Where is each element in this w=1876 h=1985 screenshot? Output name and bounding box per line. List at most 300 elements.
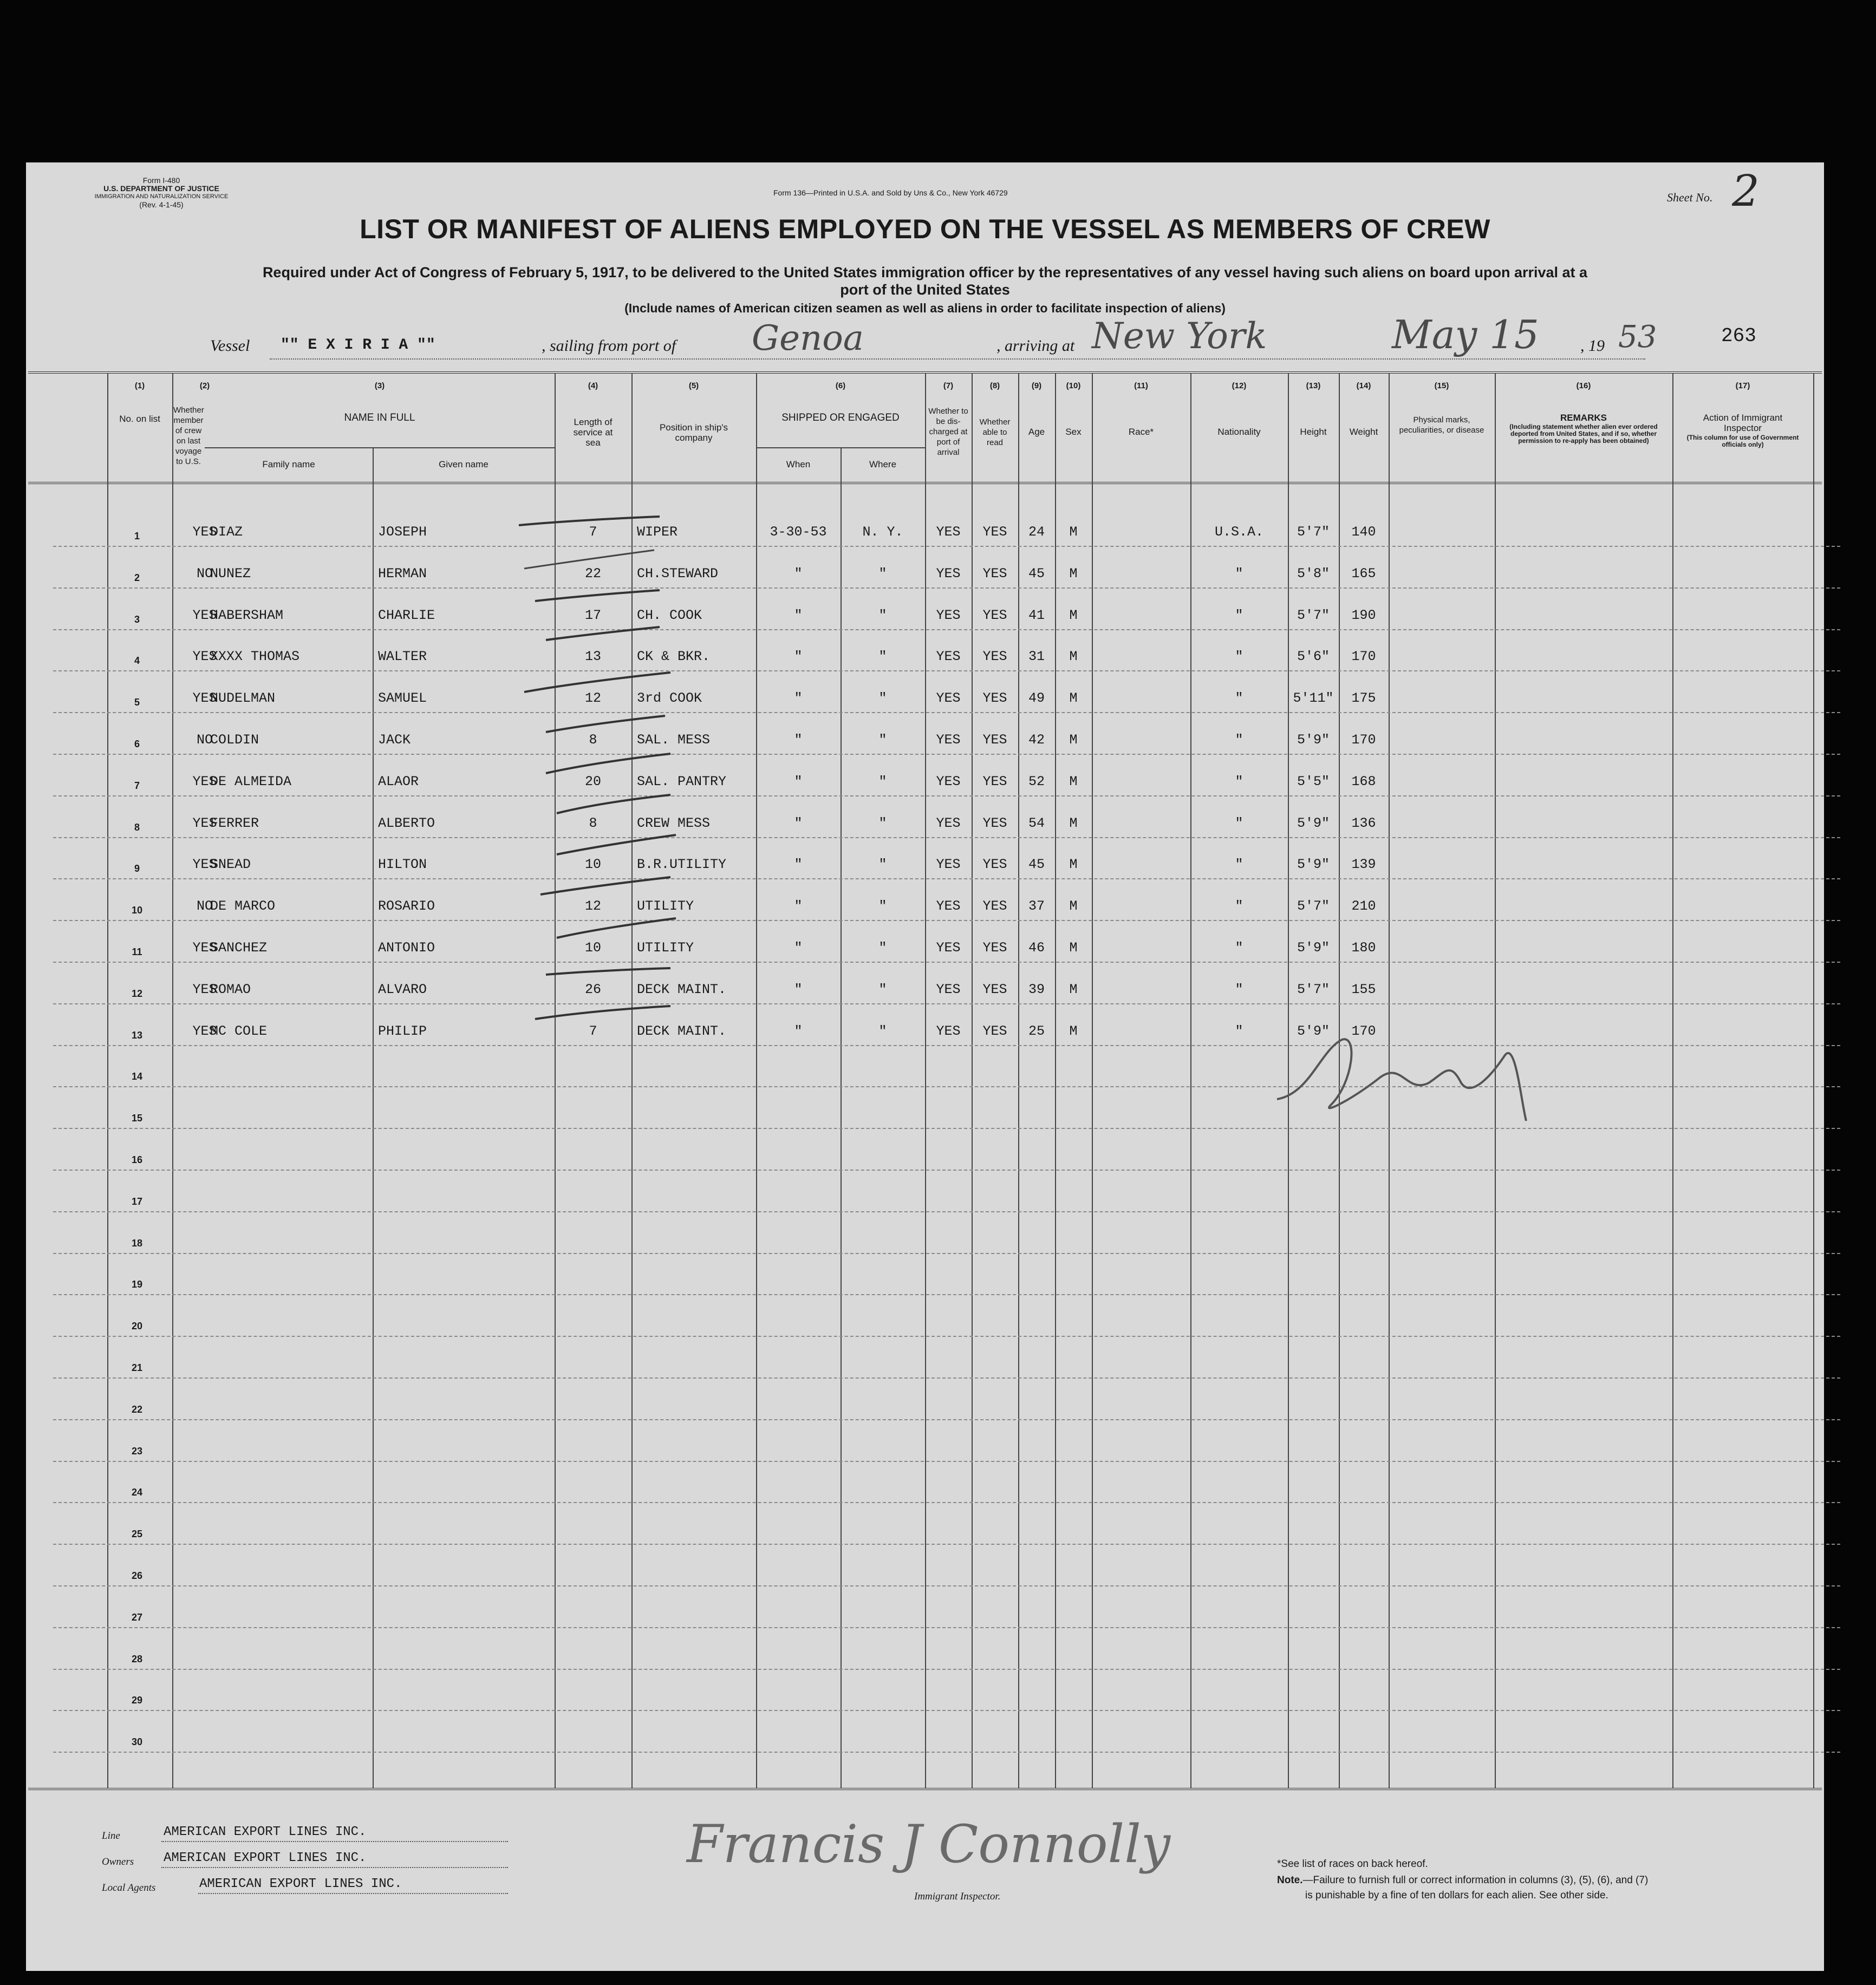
row-number: 15 bbox=[131, 1113, 143, 1124]
col-divider bbox=[172, 374, 173, 1788]
note-label: Note. bbox=[1277, 1875, 1303, 1886]
subtitle-line1: Required under Act of Congress of February 5, 1917, to be delivered to the United States immigration officer by the representatives of any vessel having such aliens on board upon arrival at a bbox=[262, 264, 1588, 280]
cell-sex: M bbox=[1069, 898, 1078, 914]
cell-where: " bbox=[878, 774, 887, 789]
col-divider bbox=[925, 374, 926, 1788]
row-rule bbox=[53, 670, 1840, 671]
col-head-age: Age bbox=[1028, 427, 1045, 437]
cell-when: " bbox=[794, 774, 803, 789]
row-rule bbox=[53, 1544, 1840, 1545]
cell-given: ALBERTO bbox=[378, 815, 435, 831]
cell-family: SANCHEZ bbox=[210, 940, 268, 956]
cell-discharged: YES bbox=[936, 940, 961, 956]
cell-service: 22 bbox=[584, 566, 601, 582]
cell-read: YES bbox=[982, 608, 1007, 623]
row-rule bbox=[53, 1627, 1840, 1628]
cell-weight: 170 bbox=[1351, 1023, 1376, 1039]
cell-sex: M bbox=[1069, 857, 1078, 872]
cell-crew: YES bbox=[192, 982, 217, 997]
cell-when: " bbox=[794, 898, 803, 914]
manifest-sheet bbox=[26, 162, 1824, 1971]
cell-family: DE MARCO bbox=[210, 898, 276, 914]
col-num-10: (10) bbox=[1066, 381, 1081, 390]
row-rule bbox=[53, 1461, 1840, 1462]
row-number: 17 bbox=[131, 1196, 143, 1207]
col-head-remarks-note: (Including statement whether alien ever ordered deported from United States, and if so, whether permission to re-apply has been obtained) bbox=[1509, 423, 1658, 445]
cell-read: YES bbox=[982, 690, 1007, 706]
cell-age: 45 bbox=[1028, 566, 1045, 582]
cell-nationality: " bbox=[1235, 815, 1243, 831]
cell-weight: 170 bbox=[1351, 649, 1376, 664]
cell-crew: YES bbox=[192, 690, 217, 706]
cell-sex: M bbox=[1069, 732, 1078, 748]
revision: (Rev. 4-1-45) bbox=[139, 200, 184, 209]
cell-read: YES bbox=[982, 940, 1007, 956]
row-number: 12 bbox=[131, 988, 143, 999]
cell-discharged: YES bbox=[936, 524, 961, 540]
row-number: 9 bbox=[134, 863, 140, 874]
cell-age: 39 bbox=[1028, 982, 1045, 997]
row-number: 28 bbox=[131, 1654, 143, 1664]
cell-sex: M bbox=[1069, 940, 1078, 956]
cell-where: " bbox=[878, 982, 887, 997]
cell-where: " bbox=[878, 566, 887, 582]
cell-sex: M bbox=[1069, 815, 1078, 831]
cell-when: " bbox=[794, 982, 803, 997]
cell-crew: YES bbox=[192, 857, 217, 872]
cell-discharged: YES bbox=[936, 608, 961, 623]
table-bottom-rule bbox=[28, 1788, 1822, 1790]
row-number: 20 bbox=[131, 1321, 143, 1331]
col-head-family: Family name bbox=[262, 459, 315, 469]
cell-discharged: YES bbox=[936, 732, 961, 748]
cell-nationality: " bbox=[1235, 690, 1243, 706]
cell-family: SNEAD bbox=[210, 857, 251, 872]
cell-nationality: " bbox=[1235, 566, 1243, 582]
row-rule bbox=[53, 1752, 1840, 1753]
cell-read: YES bbox=[982, 774, 1007, 789]
col-head-remarks: REMARKS bbox=[1560, 413, 1607, 423]
cell-nationality: " bbox=[1235, 608, 1243, 623]
cell-when: " bbox=[794, 940, 803, 956]
col-head-action: Action of Immigrant Inspector bbox=[1703, 413, 1783, 433]
cell-service: 26 bbox=[584, 982, 601, 997]
cell-discharged: YES bbox=[936, 649, 961, 664]
cell-family: MC COLE bbox=[210, 1023, 268, 1039]
col-divider bbox=[756, 374, 757, 1788]
cell-age: 31 bbox=[1028, 649, 1045, 664]
row-rule bbox=[53, 1170, 1840, 1171]
cell-height: 5'9" bbox=[1297, 940, 1330, 956]
cell-where: " bbox=[878, 1023, 887, 1039]
col-head-weight: Weight bbox=[1349, 427, 1378, 437]
cell-when: 3-30-53 bbox=[770, 524, 827, 540]
cell-height: 5'7" bbox=[1297, 524, 1330, 540]
col-num-1: (1) bbox=[134, 381, 145, 390]
col-head-sex: Sex bbox=[1065, 427, 1082, 437]
row-number: 3 bbox=[134, 614, 140, 625]
vessel-underline bbox=[270, 358, 1645, 360]
cell-height: 5'7" bbox=[1297, 608, 1330, 623]
cell-nationality: " bbox=[1235, 898, 1243, 914]
cell-discharged: YES bbox=[936, 774, 961, 789]
department: U.S. DEPARTMENT OF JUSTICE bbox=[103, 184, 219, 193]
cell-discharged: YES bbox=[936, 815, 961, 831]
races-note: *See list of races on back hereof. bbox=[1277, 1858, 1428, 1870]
col-num-11: (11) bbox=[1134, 381, 1148, 390]
row-number: 26 bbox=[131, 1570, 143, 1581]
cell-service: 12 bbox=[584, 898, 601, 914]
year-suffix: 53 bbox=[1618, 319, 1657, 355]
cell-given: SAMUEL bbox=[378, 690, 427, 706]
cell-given: ANTONIO bbox=[378, 940, 435, 956]
cell-position: DECK MAINT. bbox=[637, 1023, 727, 1039]
row-number: 6 bbox=[134, 739, 140, 749]
row-number: 16 bbox=[131, 1154, 143, 1165]
col-head-discharged: Whether to be dis-charged at port of arrival bbox=[928, 407, 968, 457]
col-head-read: Whether able to read bbox=[979, 417, 1011, 447]
cell-height: 5'5" bbox=[1297, 774, 1330, 789]
sailing-label: , sailing from port of bbox=[542, 337, 676, 355]
cell-weight: 168 bbox=[1351, 774, 1376, 789]
col-head-physical: Physical marks, peculiarities, or disease bbox=[1399, 415, 1484, 435]
row-rule bbox=[53, 1585, 1840, 1586]
cell-family: NUNEZ bbox=[210, 566, 251, 582]
cell-when: " bbox=[794, 649, 803, 664]
arrival-date: May 15 bbox=[1392, 312, 1539, 357]
cell-where: " bbox=[878, 732, 887, 748]
cell-when: " bbox=[794, 690, 803, 706]
cell-weight: 175 bbox=[1351, 690, 1376, 706]
col-head-race: Race* bbox=[1128, 427, 1154, 437]
footer-line-value: AMERICAN EXPORT LINES INC. bbox=[164, 1825, 367, 1839]
footer-owners-rule bbox=[161, 1867, 508, 1868]
cell-position: UTILITY bbox=[637, 898, 694, 914]
cell-height: 5'6" bbox=[1297, 649, 1330, 664]
cell-height: 5'7" bbox=[1297, 982, 1330, 997]
cell-service: 20 bbox=[584, 774, 601, 789]
sheet-number: 2 bbox=[1732, 166, 1760, 216]
row-number: 2 bbox=[134, 572, 140, 583]
col-head-nationality: Nationality bbox=[1217, 427, 1261, 437]
cell-nationality: " bbox=[1235, 940, 1243, 956]
note-text-1: —Failure to furnish full or correct information in columns (3), (5), (6), and (7) bbox=[1302, 1875, 1649, 1886]
cell-where: N. Y. bbox=[862, 524, 903, 540]
cell-service: 7 bbox=[589, 1023, 597, 1039]
col-head-action-note: (This column for use of Government officials only) bbox=[1686, 434, 1799, 448]
col-num-12: (12) bbox=[1232, 381, 1247, 390]
cell-height: 5'9" bbox=[1297, 815, 1330, 831]
shipped-subheader-rule bbox=[756, 447, 925, 448]
cell-given: JACK bbox=[378, 732, 411, 748]
cell-service: 10 bbox=[584, 940, 601, 956]
cell-read: YES bbox=[982, 524, 1007, 540]
cell-read: YES bbox=[982, 649, 1007, 664]
cell-given: JOSEPH bbox=[378, 524, 427, 540]
cell-when: " bbox=[794, 857, 803, 872]
cell-nationality: " bbox=[1235, 857, 1243, 872]
row-rule bbox=[53, 1003, 1840, 1004]
cell-given: WALTER bbox=[378, 649, 427, 664]
cell-nationality: U.S.A. bbox=[1214, 524, 1263, 540]
row-number: 27 bbox=[131, 1612, 143, 1623]
col-head-name: NAME IN FULL bbox=[344, 412, 415, 423]
cell-crew: YES bbox=[192, 774, 217, 789]
col-num-3: (3) bbox=[374, 381, 385, 390]
col-divider bbox=[1055, 374, 1056, 1788]
cell-age: 54 bbox=[1028, 815, 1045, 831]
cell-family: FERRER bbox=[210, 815, 259, 831]
cell-when: " bbox=[794, 566, 803, 582]
col-num-9: (9) bbox=[1031, 381, 1042, 390]
cell-given: HERMAN bbox=[378, 566, 427, 582]
cell-weight: 180 bbox=[1351, 940, 1376, 956]
cell-sex: M bbox=[1069, 566, 1078, 582]
cell-height: 5'7" bbox=[1297, 898, 1330, 914]
row-number: 7 bbox=[134, 780, 140, 791]
cell-service: 17 bbox=[584, 608, 601, 623]
cell-read: YES bbox=[982, 857, 1007, 872]
inspector-initials bbox=[1266, 1018, 1569, 1126]
cell-given: CHARLIE bbox=[378, 608, 435, 623]
col-num-6: (6) bbox=[835, 381, 846, 390]
cell-weight: 140 bbox=[1351, 524, 1376, 540]
cell-crew: YES bbox=[192, 649, 217, 664]
cell-weight: 136 bbox=[1351, 815, 1376, 831]
cell-sex: M bbox=[1069, 1023, 1078, 1039]
row-rule bbox=[53, 837, 1840, 838]
cell-position: SAL. MESS bbox=[637, 732, 711, 748]
cell-crew: NO bbox=[196, 566, 213, 582]
cell-age: 46 bbox=[1028, 940, 1045, 956]
cell-where: " bbox=[878, 649, 887, 664]
row-number: 5 bbox=[134, 697, 140, 708]
col-divider bbox=[1672, 374, 1673, 1788]
cell-read: YES bbox=[982, 566, 1007, 582]
row-rule bbox=[53, 1419, 1840, 1420]
cell-family: NUDELMAN bbox=[210, 690, 276, 706]
service: IMMIGRATION AND NATURALIZATION SERVICE bbox=[94, 193, 229, 200]
cell-when: " bbox=[794, 1023, 803, 1039]
cell-where: " bbox=[878, 857, 887, 872]
row-rule bbox=[53, 546, 1840, 547]
row-number: 22 bbox=[131, 1404, 143, 1415]
cell-family: DIAZ bbox=[210, 524, 243, 540]
cell-discharged: YES bbox=[936, 690, 961, 706]
cell-nationality: " bbox=[1235, 649, 1243, 664]
cell-sex: M bbox=[1069, 982, 1078, 997]
col-head-height: Height bbox=[1300, 427, 1327, 437]
cell-service: 10 bbox=[584, 857, 601, 872]
col-divider bbox=[1190, 374, 1191, 1788]
cell-where: " bbox=[878, 608, 887, 623]
sailing-port: Genoa bbox=[752, 318, 864, 358]
row-number: 29 bbox=[131, 1695, 143, 1706]
form-number: Form I-480 bbox=[142, 176, 180, 185]
row-rule bbox=[53, 587, 1840, 589]
cell-crew: YES bbox=[192, 524, 217, 540]
row-rule bbox=[53, 1253, 1840, 1254]
cell-weight: 190 bbox=[1351, 608, 1376, 623]
col-num-17: (17) bbox=[1735, 381, 1750, 390]
cell-where: " bbox=[878, 690, 887, 706]
cell-read: YES bbox=[982, 982, 1007, 997]
cell-where: " bbox=[878, 815, 887, 831]
cell-family: XXXX THOMAS bbox=[210, 649, 300, 664]
cell-read: YES bbox=[982, 898, 1007, 914]
row-rule bbox=[53, 878, 1840, 879]
cell-read: YES bbox=[982, 732, 1007, 748]
subtitle-line2: port of the United States bbox=[840, 282, 1010, 298]
col-head-position: Position in ship's company bbox=[659, 422, 728, 443]
col-num-2: (2) bbox=[199, 381, 210, 390]
row-number: 8 bbox=[134, 822, 140, 833]
col-num-7: (7) bbox=[943, 381, 954, 390]
row-rule bbox=[53, 754, 1840, 755]
row-number: 30 bbox=[131, 1736, 143, 1747]
vessel-name: "" E X I R I A "" bbox=[281, 337, 435, 354]
cell-age: 37 bbox=[1028, 898, 1045, 914]
cell-discharged: YES bbox=[936, 982, 961, 997]
cell-nationality: " bbox=[1235, 982, 1243, 997]
cell-given: ALVARO bbox=[378, 982, 427, 997]
footer-owners-value: AMERICAN EXPORT LINES INC. bbox=[164, 1851, 367, 1865]
cell-position: WIPER bbox=[637, 524, 678, 540]
cell-age: 41 bbox=[1028, 608, 1045, 623]
col-head-crew: Whether member of crew on last voyage to U.S. bbox=[173, 406, 204, 466]
cell-weight: 139 bbox=[1351, 857, 1376, 872]
col-divider bbox=[1018, 374, 1019, 1788]
stamp-number: 263 bbox=[1721, 325, 1756, 347]
cell-given: PHILIP bbox=[378, 1023, 427, 1039]
footer-agents-value: AMERICAN EXPORT LINES INC. bbox=[199, 1877, 402, 1891]
cell-position: DECK MAINT. bbox=[637, 982, 727, 997]
vessel-label: Vessel bbox=[210, 337, 250, 355]
sheet-no-label: Sheet No. bbox=[1667, 191, 1713, 204]
cell-age: 49 bbox=[1028, 690, 1045, 706]
cell-crew: NO bbox=[196, 898, 213, 914]
cell-height: 5'9" bbox=[1297, 857, 1330, 872]
cell-service: 8 bbox=[589, 732, 597, 748]
row-number: 13 bbox=[131, 1030, 143, 1041]
cell-age: 52 bbox=[1028, 774, 1045, 789]
col-num-15: (15) bbox=[1434, 381, 1449, 390]
row-rule bbox=[53, 1502, 1840, 1503]
cell-position: CH.STEWARD bbox=[637, 566, 719, 582]
cell-age: 42 bbox=[1028, 732, 1045, 748]
col-divider bbox=[1092, 374, 1093, 1788]
row-number: 21 bbox=[131, 1362, 143, 1373]
cell-read: YES bbox=[982, 1023, 1007, 1039]
col-divider bbox=[972, 374, 973, 1788]
cell-position: CREW MESS bbox=[637, 815, 711, 831]
row-rule bbox=[53, 1336, 1840, 1337]
printer-note: Form 136—Printed in U.S.A. and Sold by Uns & Co., New York 46729 bbox=[773, 188, 1008, 197]
row-number: 19 bbox=[131, 1279, 143, 1290]
cell-weight: 165 bbox=[1351, 566, 1376, 582]
page-title: LIST OR MANIFEST OF ALIENS EMPLOYED ON THE VESSEL AS MEMBERS OF CREW bbox=[360, 214, 1490, 244]
row-rule bbox=[53, 962, 1840, 963]
cell-family: COLDIN bbox=[210, 732, 259, 748]
cell-height: 5'9" bbox=[1297, 1023, 1330, 1039]
col-head-service: Length of service at sea bbox=[573, 417, 613, 448]
year-prefix: , 19 bbox=[1580, 337, 1605, 355]
row-number: 11 bbox=[132, 946, 142, 957]
cell-discharged: YES bbox=[936, 857, 961, 872]
col-head-given: Given name bbox=[439, 459, 488, 469]
cell-where: " bbox=[878, 898, 887, 914]
cell-height: 5'11" bbox=[1293, 690, 1334, 706]
cell-crew: YES bbox=[192, 815, 217, 831]
footer-agents-rule bbox=[198, 1893, 508, 1894]
row-number: 25 bbox=[131, 1529, 143, 1539]
col-num-13: (13) bbox=[1306, 381, 1321, 390]
arriving-port: New York bbox=[1092, 315, 1267, 357]
row-rule bbox=[53, 1086, 1840, 1087]
col-head-shipped: SHIPPED OR ENGAGED bbox=[781, 412, 900, 423]
cell-position: CK & BKR. bbox=[637, 649, 711, 664]
cell-weight: 170 bbox=[1351, 732, 1376, 748]
inspector-label: Immigrant Inspector. bbox=[914, 1891, 1001, 1902]
arriving-label: , arriving at bbox=[996, 337, 1075, 355]
row-number: 14 bbox=[131, 1071, 143, 1082]
row-rule bbox=[53, 712, 1840, 713]
form-id-block bbox=[91, 177, 232, 209]
cell-sex: M bbox=[1069, 690, 1078, 706]
pencil-marks bbox=[513, 498, 719, 1224]
cell-age: 25 bbox=[1028, 1023, 1045, 1039]
cell-read: YES bbox=[982, 815, 1007, 831]
cell-discharged: YES bbox=[936, 1023, 961, 1039]
cell-discharged: YES bbox=[936, 898, 961, 914]
cell-when: " bbox=[794, 732, 803, 748]
col-num-4: (4) bbox=[588, 381, 598, 390]
row-number: 10 bbox=[131, 905, 143, 916]
row-number: 18 bbox=[131, 1238, 143, 1249]
row-rule bbox=[53, 795, 1840, 796]
row-rule bbox=[53, 1669, 1840, 1670]
cell-family: DE ALMEIDA bbox=[210, 774, 292, 789]
cell-position: UTILITY bbox=[637, 940, 694, 956]
col-num-5: (5) bbox=[688, 381, 699, 390]
cell-service: 12 bbox=[584, 690, 601, 706]
cell-given: ALAOR bbox=[378, 774, 419, 789]
col-head-where: Where bbox=[869, 459, 897, 469]
cell-where: " bbox=[878, 940, 887, 956]
cell-given: HILTON bbox=[378, 857, 427, 872]
note-line1 bbox=[1277, 1875, 1648, 1886]
cell-family: ROMAO bbox=[210, 982, 251, 997]
row-rule bbox=[53, 629, 1840, 630]
cell-service: 13 bbox=[584, 649, 601, 664]
cell-position: 3rd COOK bbox=[637, 690, 702, 706]
cell-crew: YES bbox=[192, 608, 217, 623]
col-num-14: (14) bbox=[1356, 381, 1371, 390]
cell-given: ROSARIO bbox=[378, 898, 435, 914]
cell-service: 7 bbox=[589, 524, 597, 540]
cell-sex: M bbox=[1069, 608, 1078, 623]
cell-height: 5'8" bbox=[1297, 566, 1330, 582]
row-rule bbox=[53, 1211, 1840, 1212]
row-rule bbox=[53, 1128, 1840, 1129]
subtitle-line3: (Include names of American citizen seamen as well as aliens in order to facilitate inspection of aliens) bbox=[624, 301, 1226, 315]
cell-discharged: YES bbox=[936, 566, 961, 582]
row-rule bbox=[53, 1377, 1840, 1379]
col-head-when: When bbox=[786, 459, 811, 469]
cell-nationality: " bbox=[1235, 732, 1243, 748]
cell-when: " bbox=[794, 815, 803, 831]
col-head-no: No. on list bbox=[119, 414, 160, 424]
